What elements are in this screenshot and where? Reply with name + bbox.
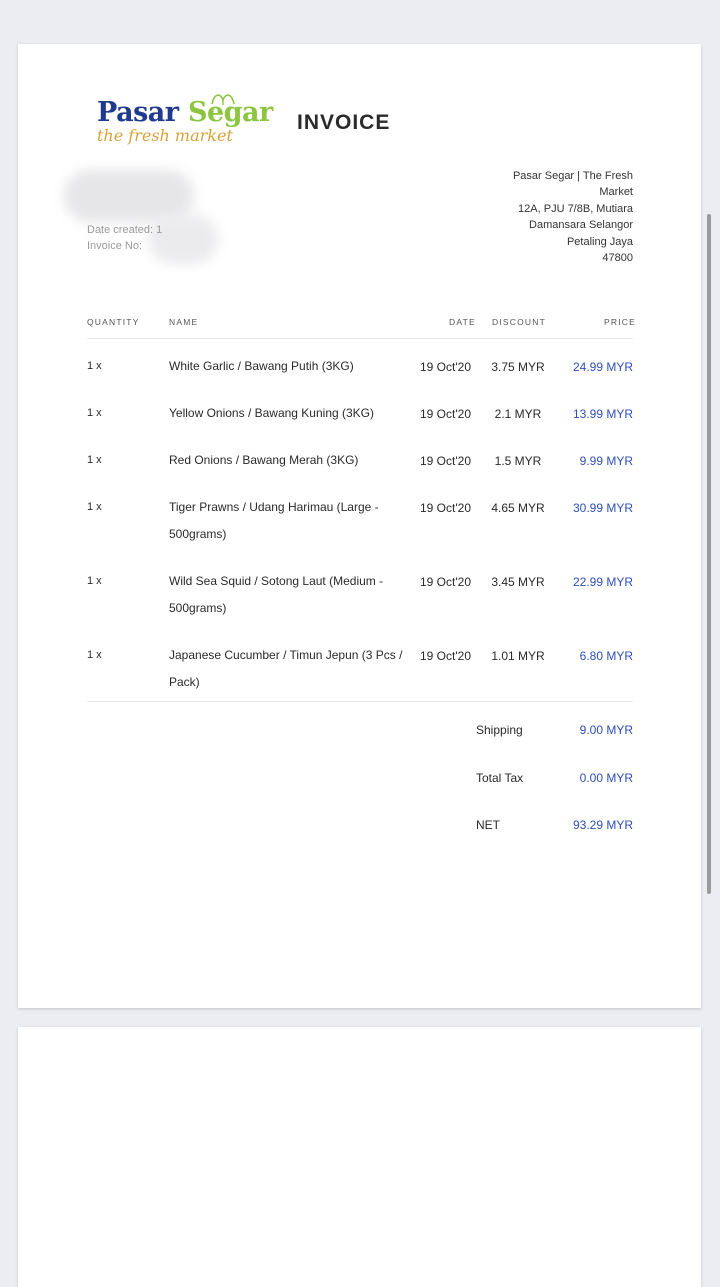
address-line: Petaling Jaya [566,235,633,248]
shipping-value: 9.00 MYR [579,723,633,737]
row-name: Yellow Onions / Bawang Kuning (3KG) [169,406,375,420]
invoice-number-label: Invoice No: [87,240,143,252]
row-qty: 1 x [87,649,102,661]
address-line: Market [599,186,633,199]
redacted-area [148,214,218,264]
divider [87,338,633,339]
shipping-label: Shipping [476,723,523,737]
row-date: 19 Oct'20 [420,501,471,515]
header-date: DATE [449,317,476,327]
row-price: 9.99 MYR [579,454,633,468]
net-value: 93.29 MYR [572,818,633,832]
row-price: 30.99 MYR [572,501,633,515]
row-qty: 1 x [87,575,102,587]
row-name: White Garlic / Bawang Putih (3KG) [169,359,354,373]
row-discount: 3.45 MYR [491,575,545,589]
net-label: NET [476,818,500,832]
row-discount: 4.65 MYR [491,501,545,515]
logo-word-segar: Segar [188,97,273,128]
row-price: 24.99 MYR [572,360,633,374]
row-name: Japanese Cucumber / Timun Jepun (3 Pcs / Pack) [169,648,403,689]
invoice-title: INVOICE [297,111,391,134]
pasar-segar-logo [97,92,287,148]
tax-value: 0.00 MYR [579,771,633,785]
row-qty: 1 x [87,360,102,372]
row-discount: 1.01 MYR [491,649,545,663]
row-price: 13.99 MYR [572,407,633,421]
header-name: NAME [169,317,199,327]
row-price: 22.99 MYR [572,575,633,589]
row-qty: 1 x [87,501,102,513]
row-discount: 3.75 MYR [491,360,545,374]
row-qty: 1 x [87,454,102,466]
date-created-label: Date created: 1 [87,224,163,236]
divider [87,701,633,702]
address-line: Pasar Segar | The Fresh [512,170,633,182]
row-date: 19 Oct'20 [420,575,471,589]
row-name: Red Onions / Bawang Merah (3KG) [169,453,359,467]
logo-word-pasar: Pasar [97,97,179,128]
row-discount: 1.5 MYR [494,454,542,468]
tax-label: Total Tax [476,771,524,785]
seller-address [483,168,633,266]
row-name: Wild Sea Squid / Sotong Laut (Medium - 500grams) [169,574,384,615]
logo-tagline: the fresh market [97,126,233,145]
header-price: PRICE [604,317,636,327]
row-date: 19 Oct'20 [420,360,471,374]
row-date: 19 Oct'20 [420,407,471,421]
row-name: Tiger Prawns / Udang Harimau (Large - 500grams) [169,500,379,541]
row-qty: 1 x [87,407,102,419]
header-discount: DISCOUNT [492,317,546,327]
header-quantity: QUANTITY [87,317,140,327]
row-date: 19 Oct'20 [420,454,471,468]
address-line: Damansara Selangor [529,219,633,232]
row-price: 6.80 MYR [579,649,633,663]
scrollbar[interactable] [707,214,711,894]
row-discount: 2.1 MYR [494,407,542,421]
row-date: 19 Oct'20 [420,649,471,663]
next-page [18,1027,701,1287]
address-line: 47800 [602,252,633,265]
address-line: 12A, PJU 7/8B, Mutiara [518,202,633,215]
